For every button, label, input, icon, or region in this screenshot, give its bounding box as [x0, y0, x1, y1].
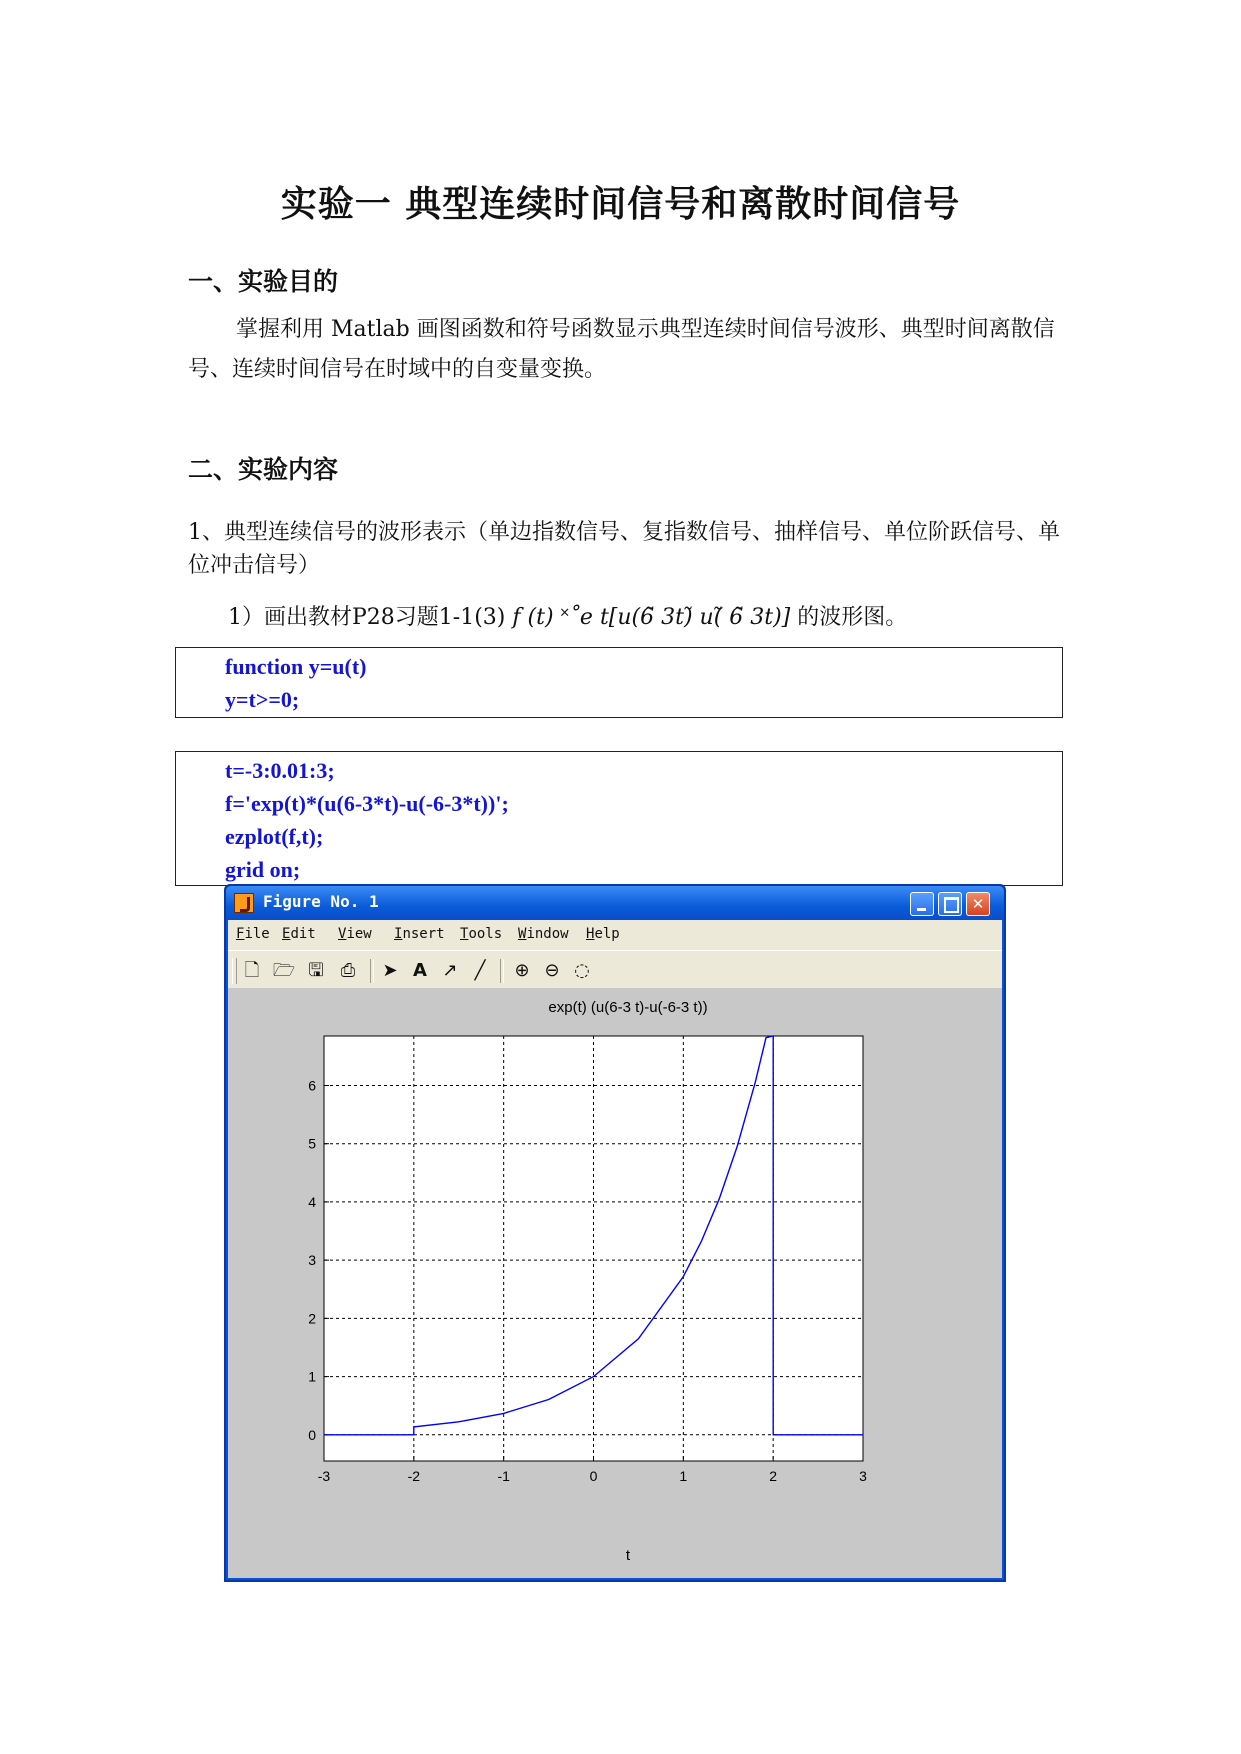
plot-canvas: [228, 988, 1002, 1578]
code-line: t=-3:0.01:3;: [225, 758, 335, 783]
close-button[interactable]: ✕: [966, 892, 990, 916]
content-item-1: [188, 516, 1068, 582]
chart-title: exp(t) (u(6-3 t)-u(-6-3 t)): [548, 999, 708, 1016]
matlab-app-icon[interactable]: [234, 893, 254, 913]
menu-bar: [228, 920, 1002, 950]
x-tick-label: -3: [317, 1468, 331, 1484]
zoom-in-icon[interactable]: ⊕: [514, 960, 530, 981]
menu-view[interactable]: View: [338, 926, 372, 942]
x-tick-label: 3: [859, 1468, 867, 1484]
window-title: Figure No. 1: [263, 892, 379, 911]
item-prefix: 1）画出教材P28习题1-1(3): [228, 605, 506, 630]
x-tick-label: -1: [497, 1468, 510, 1484]
menu-file[interactable]: File: [236, 926, 270, 942]
y-tick-label: 0: [308, 1426, 316, 1443]
content-item-1-1: [228, 600, 907, 631]
rotate-icon[interactable]: ◌: [574, 960, 590, 981]
print-icon[interactable]: ⎙: [340, 960, 356, 981]
x-tick-label: 0: [589, 1468, 598, 1484]
x-tick-label: 2: [769, 1468, 778, 1484]
toolbar-separator: [500, 959, 504, 983]
item-suffix: 的波形图。: [797, 605, 908, 630]
section-purpose-text: 掌握利用 Matlab 画图函数和符号函数显示典型连续时间信号波形、典型时间离散信号、连续时间信号在时域中的自变量变换。: [188, 317, 1055, 382]
page-title: 实验一 典型连续时间信号和离散时间信号: [280, 184, 961, 225]
menu-help[interactable]: Help: [586, 926, 620, 942]
figure-window: [224, 884, 1006, 1582]
text-A-icon[interactable]: A: [413, 960, 427, 981]
signal-formula: f (t) ˟˚e t[u(6̃ 3t)̃ u(̃ 6̃ 3t)]: [512, 605, 791, 630]
x-axis-label: t: [625, 1547, 631, 1564]
y-tick-label: 6: [308, 1077, 316, 1094]
code-line: function y=u(t): [225, 654, 367, 679]
maximize-button[interactable]: [938, 892, 962, 916]
code-block-step-function: [175, 647, 1063, 718]
y-tick-label: 3: [308, 1252, 316, 1269]
section-heading-purpose: 一、实验目的: [188, 267, 339, 296]
section-heading-content: 二、实验内容: [188, 455, 339, 484]
code-block-plot-script: [175, 751, 1063, 886]
figure-client-area: [228, 920, 1002, 1578]
code-line: f='exp(t)*(u(6-3*t)-u(-6-3*t))';: [225, 791, 509, 816]
pointer-arrow-icon[interactable]: ➤: [382, 960, 398, 981]
x-tick-label: -2: [407, 1468, 421, 1484]
chart-svg: [228, 988, 1002, 1578]
code-line: y=t>=0;: [225, 687, 300, 712]
code-line: ezplot(f,t);: [225, 824, 324, 849]
minimize-button[interactable]: [910, 892, 934, 916]
code-line: grid on;: [225, 857, 301, 882]
toolbar-grip[interactable]: [232, 958, 237, 984]
menu-window[interactable]: Window: [518, 926, 569, 942]
content-item-1-text: 1、典型连续信号的波形表示（单边指数信号、复指数信号、抽样信号、单位阶跃信号、单位冲击信号）: [188, 520, 1061, 578]
y-tick-label: 1: [308, 1368, 316, 1385]
y-tick-label: 2: [308, 1310, 316, 1327]
figure-toolbar: [228, 950, 1002, 990]
y-tick-label: 4: [308, 1193, 316, 1210]
arrow-tool-icon[interactable]: ↗: [442, 960, 458, 981]
zoom-out-icon[interactable]: ⊖: [544, 960, 560, 981]
y-tick-label: 5: [308, 1135, 316, 1152]
save-icon[interactable]: 🖫: [308, 960, 324, 981]
open-folder-icon[interactable]: 🗁: [272, 960, 296, 981]
new-file-icon[interactable]: 🗋: [244, 960, 260, 981]
menu-edit[interactable]: Edit: [282, 926, 316, 942]
x-tick-label: 1: [679, 1468, 688, 1484]
window-title-bar[interactable]: [226, 886, 1004, 920]
line-tool-icon[interactable]: ╱: [474, 960, 486, 981]
menu-insert[interactable]: Insert: [394, 926, 445, 942]
menu-tools[interactable]: Tools: [460, 926, 503, 942]
toolbar-separator: [370, 959, 374, 983]
